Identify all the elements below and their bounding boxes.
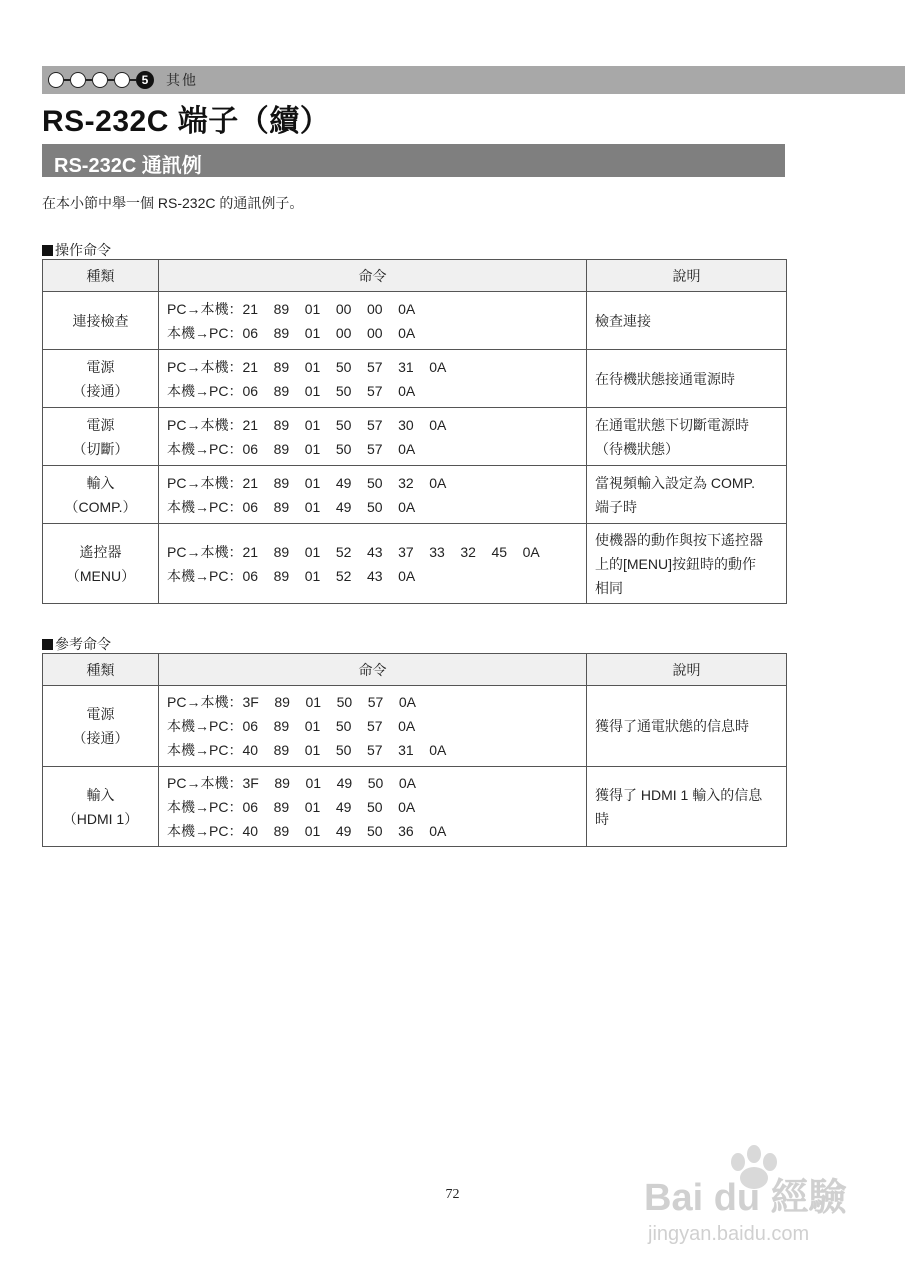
command-cell (159, 767, 587, 847)
description-cell (587, 524, 787, 604)
section-title: RS-232C 通訊例 (42, 144, 785, 177)
type-cell (43, 292, 159, 350)
type-line: 遙控器 (79, 543, 122, 560)
chapter-progress (48, 70, 198, 90)
square-bullet-icon (42, 245, 53, 256)
description-line: 端子時 (595, 498, 637, 515)
type-line: （MENU） (65, 567, 136, 584)
description-line: 獲得了通電狀態的信息時 (595, 718, 749, 734)
command-line: 本機→PC：40 89 01 50 57 31 0A (167, 742, 447, 758)
page-number: 72 (445, 1187, 460, 1202)
description-line: 上的[MENU]按鈕時的動作 (595, 555, 756, 572)
reference-table-label-text: 參考命令 (55, 636, 111, 652)
table-header-row (43, 260, 787, 292)
type-line: 電源 (86, 706, 115, 722)
command-line: PC→本機：21 89 01 00 00 0A (167, 300, 416, 317)
command-line: 本機→PC：06 89 01 00 00 0A (167, 324, 416, 341)
command-line: PC→本機：21 89 01 52 43 37 33 32 45 0A (167, 543, 540, 560)
command-cell (159, 466, 587, 524)
description-line: 檢查連接 (595, 312, 651, 329)
table-row (43, 767, 787, 847)
command-line: PC→本機：21 89 01 50 57 30 0A (167, 416, 447, 433)
type-line: （HDMI 1） (62, 810, 139, 827)
table-row (43, 524, 787, 604)
command-line: 本機→PC：40 89 01 49 50 36 0A (167, 822, 447, 839)
table-header-row (43, 654, 787, 686)
command-cell (159, 524, 587, 604)
type-cell (43, 524, 159, 604)
intro-text: 在本小節中舉一個 RS-232C 的通訊例子。 (42, 195, 304, 211)
command-cell (159, 408, 587, 466)
header-description: 說明 (587, 260, 787, 292)
table-row (43, 350, 787, 408)
command-cell (159, 686, 587, 767)
description-cell (587, 292, 787, 350)
description-line: 在待機狀態接通電源時 (595, 370, 735, 387)
command-line: 本機→PC：06 89 01 50 57 0A (167, 440, 416, 457)
step-2-icon (70, 72, 86, 88)
type-line: （接通） (72, 730, 129, 746)
type-cell (43, 767, 159, 847)
description-cell (587, 350, 787, 408)
page-title: RS-232C 端子（續） (42, 105, 331, 138)
type-line: （接通） (72, 382, 129, 399)
description-line: 使機器的動作與按下遙控器 (595, 531, 763, 548)
header-command: 命令 (159, 260, 587, 292)
description-line: 在通電狀態下切斷電源時 (595, 416, 749, 433)
table-row (43, 466, 787, 524)
command-line: PC→本機：3F 89 01 49 50 0A (167, 774, 416, 791)
type-cell (43, 466, 159, 524)
type-cell (43, 408, 159, 466)
type-line: 連接檢查 (72, 312, 129, 329)
header-type: 種類 (43, 260, 159, 292)
step-1-icon (48, 72, 64, 88)
type-line: （COMP.） (64, 498, 137, 515)
chapter-label: 其他 (166, 72, 198, 88)
table-row (43, 686, 787, 767)
command-cell (159, 292, 587, 350)
table-row (43, 408, 787, 466)
header-type: 種類 (43, 654, 159, 686)
type-cell (43, 350, 159, 408)
command-cell (159, 350, 587, 408)
command-line: PC→本機：3F 89 01 50 57 0A (167, 694, 416, 710)
description-cell (587, 686, 787, 767)
type-line: 電源 (86, 358, 115, 375)
operation-table-label-text: 操作命令 (55, 242, 111, 258)
description-cell (587, 767, 787, 847)
header-command: 命令 (159, 654, 587, 686)
description-line: 當視頻輸入設定為 COMP. (595, 474, 755, 491)
reference-table-body (43, 686, 787, 847)
type-line: （切斷） (72, 440, 129, 457)
command-line: 本機→PC：06 89 01 49 50 0A (167, 498, 416, 515)
operation-table-body (43, 292, 787, 604)
command-line: PC→本機：21 89 01 50 57 31 0A (167, 358, 447, 375)
description-cell (587, 408, 787, 466)
watermark-logo-text: Bai du 經驗 (644, 1177, 847, 1219)
table-row (43, 292, 787, 350)
command-line: 本機→PC：06 89 01 49 50 0A (167, 798, 416, 815)
command-line: PC→本機：21 89 01 49 50 32 0A (167, 474, 447, 491)
operation-table-label (42, 240, 111, 260)
description-line: 時 (595, 810, 609, 827)
description-line: 獲得了 HDMI 1 輸入的信息 (595, 786, 763, 803)
command-line: 本機→PC：06 89 01 50 57 0A (167, 718, 416, 734)
reference-table-label (42, 634, 111, 654)
chapter-header-bar (42, 66, 905, 94)
type-line: 電源 (86, 416, 115, 433)
reference-command-table (42, 653, 787, 847)
square-bullet-icon (42, 639, 53, 650)
type-line: 輸入 (86, 786, 115, 803)
description-line: 相同 (595, 579, 623, 596)
baidu-watermark (640, 1140, 860, 1250)
description-cell (587, 466, 787, 524)
description-line: （待機狀態） (595, 440, 679, 457)
watermark-url: jingyan.baidu.com (648, 1223, 810, 1245)
step-3-icon (92, 72, 108, 88)
type-cell (43, 686, 159, 767)
step-4-icon (114, 72, 130, 88)
command-line: 本機→PC：06 89 01 50 57 0A (167, 382, 416, 399)
current-step-badge: 5 (136, 71, 154, 89)
operation-command-table (42, 259, 787, 604)
type-line: 輸入 (86, 474, 115, 491)
header-description: 說明 (587, 654, 787, 686)
command-line: 本機→PC：06 89 01 52 43 0A (167, 567, 416, 584)
